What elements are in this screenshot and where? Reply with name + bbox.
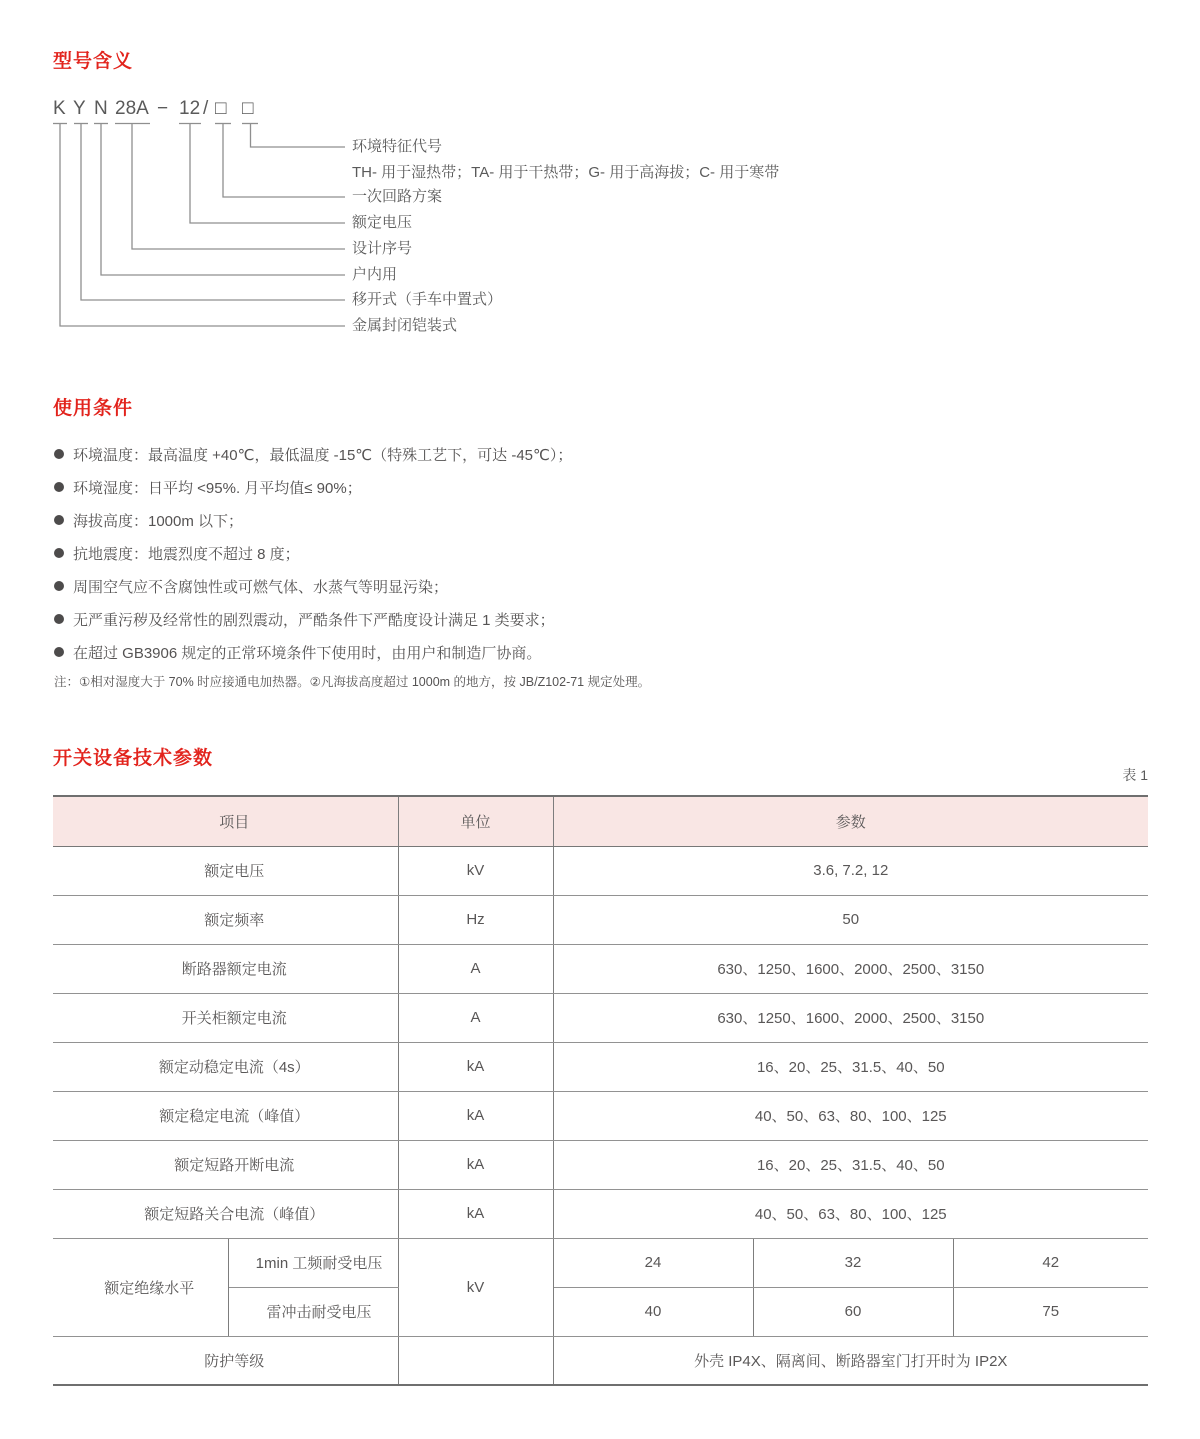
model-token-28a: 28A: [115, 98, 149, 119]
table-row-insulation-1: [53, 1238, 1148, 1287]
row-item: 额定频率: [53, 895, 398, 944]
protection-unit-cell: [398, 1336, 553, 1385]
model-token-n: N: [94, 98, 108, 119]
row-param: 40、50、63、80、100、125: [553, 1189, 1148, 1238]
list-item: [54, 444, 572, 464]
row-unit: kA: [398, 1189, 553, 1238]
row-param: 40、50、63、80、100、125: [553, 1091, 1148, 1140]
table-row: [53, 1091, 1148, 1140]
model-token-k: K: [53, 98, 66, 119]
row-param: 16、20、25、31.5、40、50: [553, 1042, 1148, 1091]
table-row: [53, 944, 1148, 993]
table-row: [53, 1140, 1148, 1189]
model-token-y: Y: [73, 98, 86, 119]
model-label-indoor-use: 户内用: [352, 266, 398, 283]
model-label-env-code-detail: TH- 用于湿热带；TA- 用于干热带；G- 用于高海拔；C- 用于寒带: [352, 164, 780, 181]
insulation-value: 40: [553, 1287, 753, 1336]
row-param: 50: [553, 895, 1148, 944]
model-label-design-serial: 设计序号: [352, 240, 413, 257]
table-row-protection: [53, 1336, 1148, 1385]
insulation-value: 32: [753, 1238, 953, 1287]
header-unit: 单位: [398, 796, 553, 846]
table-row: [53, 993, 1148, 1042]
insulation-sub-label: 雷冲击耐受电压: [228, 1287, 398, 1336]
row-unit: A: [398, 944, 553, 993]
insulation-item: 额定绝缘水平: [53, 1238, 228, 1336]
conditions-footnote: 注：①相对湿度大于 70% 时应接通电加热器。②凡海拔高度超过 1000m 的地方，按 JB/Z102-71 规定处理。: [54, 675, 651, 689]
row-item: 开关柜额定电流: [53, 993, 398, 1042]
model-label-primary-scheme: 一次回路方案: [352, 188, 443, 205]
row-unit: kA: [398, 1091, 553, 1140]
condition-text: 周围空气应不含腐蚀性或可燃气体、水蒸气等明显污染；: [73, 578, 449, 596]
model-token-12: 12: [179, 98, 201, 119]
header-item: 项目: [53, 796, 398, 846]
row-unit: kA: [398, 1140, 553, 1189]
list-item: [54, 576, 572, 596]
bullet-icon: [54, 614, 64, 624]
bullet-icon: [54, 581, 64, 591]
condition-text: 无严重污秽及经常性的剧烈震动，严酷条件下严酷度设计满足 1 类要求；: [73, 611, 555, 629]
model-label-rated-voltage: 额定电压: [352, 214, 413, 231]
insulation-value: 75: [953, 1287, 1148, 1336]
row-item: 额定电压: [53, 846, 398, 895]
header-param: 参数: [553, 796, 1148, 846]
table-row: [53, 1042, 1148, 1091]
model-token-dash: −: [157, 98, 169, 119]
model-label-withdrawable: 移开式（手车中置式）: [352, 291, 503, 308]
model-label-env-code: 环境特征代号: [352, 138, 443, 155]
bullet-icon: [54, 647, 64, 657]
list-item: [54, 510, 572, 530]
row-item: 额定短路开断电流: [53, 1140, 398, 1189]
bullet-icon: [54, 548, 64, 558]
section-title-usage-conditions: 使用条件: [53, 398, 134, 419]
section-title-tech-params: 开关设备技术参数: [53, 748, 214, 769]
row-unit: Hz: [398, 895, 553, 944]
protection-item: 防护等级: [53, 1336, 398, 1385]
table-caption: 表 1: [1122, 767, 1148, 783]
table-row: [53, 1189, 1148, 1238]
model-code-diagram: [53, 95, 1148, 355]
condition-text: 在超过 GB3906 规定的正常环境条件下使用时，由用户和制造厂协商。: [73, 644, 542, 662]
condition-text: 海拔高度：1000m 以下；: [73, 512, 244, 530]
insulation-value: 24: [553, 1238, 753, 1287]
row-param: 16、20、25、31.5、40、50: [553, 1140, 1148, 1189]
row-item: 断路器额定电流: [53, 944, 398, 993]
insulation-value: 60: [753, 1287, 953, 1336]
model-token-box1: □: [215, 98, 227, 119]
tech-params-table: [53, 795, 1148, 1386]
row-param: 630、1250、1600、2000、2500、3150: [553, 944, 1148, 993]
list-item: [54, 543, 572, 563]
row-item: 额定动稳定电流（4s）: [53, 1042, 398, 1091]
bullet-icon: [54, 482, 64, 492]
row-unit: kV: [398, 846, 553, 895]
insulation-sub-label: 1min 工频耐受电压: [228, 1238, 398, 1287]
row-item: 额定短路关合电流（峰值）: [53, 1189, 398, 1238]
diagram-lines: [53, 95, 1148, 355]
condition-text: 环境湿度：日平均 <95%. 月平均值≤ 90%；: [73, 479, 362, 497]
row-param: 3.6, 7.2, 12: [553, 846, 1148, 895]
insulation-unit: kV: [398, 1238, 553, 1336]
list-item: [54, 642, 572, 662]
row-param: 630、1250、1600、2000、2500、3150: [553, 993, 1148, 1042]
insulation-value: 42: [953, 1238, 1148, 1287]
row-item: 额定稳定电流（峰值）: [53, 1091, 398, 1140]
protection-param: 外壳 IP4X、隔离间、断路器室门打开时为 IP2X: [553, 1336, 1148, 1385]
table-row: [53, 846, 1148, 895]
condition-text: 抗地震度：地震烈度不超过 8 度；: [73, 545, 300, 563]
row-unit: A: [398, 993, 553, 1042]
list-item: [54, 609, 572, 629]
usage-conditions-list: [54, 444, 572, 675]
model-token-box2: □: [242, 98, 254, 119]
bullet-icon: [54, 515, 64, 525]
row-unit: kA: [398, 1042, 553, 1091]
condition-text: 环境温度：最高温度 +40℃，最低温度 -15℃（特殊工艺下，可达 -45℃）；: [73, 446, 573, 464]
model-label-metal-clad: 金属封闭铠装式: [352, 317, 458, 334]
section-title-model-meaning: 型号含义: [53, 51, 134, 72]
list-item: [54, 477, 572, 497]
bullet-icon: [54, 449, 64, 459]
table-row: [53, 895, 1148, 944]
table-header-row: [53, 796, 1148, 846]
model-token-slash: /: [203, 98, 209, 119]
